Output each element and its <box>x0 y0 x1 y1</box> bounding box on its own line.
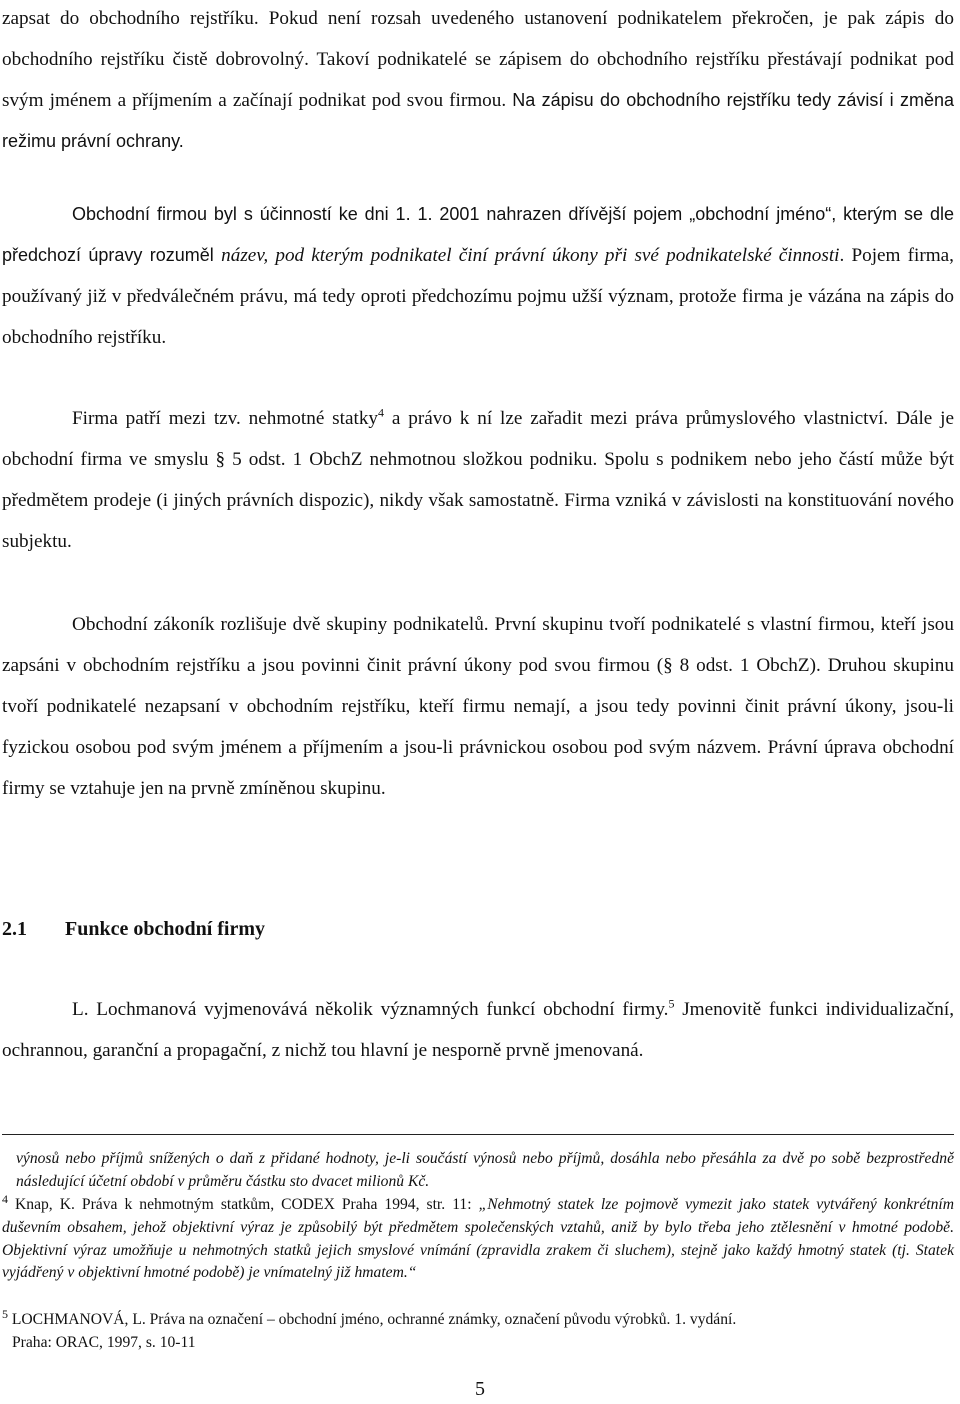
section-number: 2.1 <box>2 918 27 940</box>
footnote-5 <box>2 1306 954 1355</box>
footnote-continuation <box>16 1148 954 1194</box>
paragraph-firma-italic: název, pod kterým podnikatel činí právní úkony při své podnikatelské činnosti <box>221 245 840 266</box>
section-title: Funkce obchodní firmy <box>65 918 266 940</box>
footnote-5-text: LOCHMANOVÁ, L. Práva na označení – obchodní jméno, ochranné známky, označení původu výrobků. 1. vydání. <box>8 1311 737 1328</box>
paragraph-funkce <box>2 989 954 1071</box>
footnote-4-text: Knap, K. Práva k nehmotným statkům, CODEX Praha 1994, str. 11: <box>8 1196 479 1213</box>
section-heading <box>2 918 265 941</box>
paragraph-intro-tail: Na zápisu do obchodního rejstříku tedy závisí i změna režimu právní ochrany. <box>2 90 954 151</box>
footnote-continuation-text: výnosů nebo příjmů snížených o daň z přidané hodnoty, je-li součástí výnosů nebo příjmů, dosáhla nebo přesáhla za dvě po sobě bezprostředně následující účetní období v průměru částku sto dvacet milionů Kč. <box>16 1150 954 1190</box>
footnote-ref-4[interactable]: 4 <box>378 405 385 420</box>
paragraph-firma-text-b: . Pojem firma, používaný již v předválečném právu, má tedy oproti předchozímu pojmu užší význam, protože firma je vázána na zápis do obchodního rejstříku. <box>2 245 954 348</box>
paragraph-firma-text-a: Obchodní firmou byl s účinností ke dni 1. 1. 2001 nahrazen dřívější pojem „obchodní jméno“, kterým se dle předchozí úpravy rozuměl <box>2 204 954 265</box>
paragraph-skupiny-podnikatelu <box>2 604 954 809</box>
page-number: 5 <box>475 1378 485 1400</box>
paragraph-intro <box>2 0 954 162</box>
paragraph-funkce-text-b: Jmenovitě funkci individualizační, ochrannou, garanční a propagační, z nichž tou hlavní je nesporně prvně jmenovaná. <box>2 999 955 1061</box>
footnote-ref-5[interactable]: 5 <box>668 996 675 1011</box>
paragraph-statky-text-a: Firma patří mezi tzv. nehmotné statky <box>72 408 379 429</box>
paragraph-intro-text: zapsat do obchodního rejstříku. Pokud není rozsah uvedeného ustanovení podnikatelem překročen, je pak zápis do obchodního rejstříku čistě dobrovolný. Takoví podnikatelé se zápisem do obchodního rejstříku přestávají podnikat pod svým jménem a příjmením a začínají podnikat pod svou firmou. <box>2 8 954 111</box>
paragraph-skupiny-text: Obchodní zákoník rozlišuje dvě skupiny podnikatelů. První skupinu tvoří podnikatelé s vlastní firmou, kteří jsou zapsáni v obchodním rejstříku a jsou povinni činit právní úkony pod svou firmou (§ 8 odst. 1 ObchZ). Druhou skupinu tvoří podnikatelé nezapsaní v obchodním rejstříku, kteří firmu nemají, a jsou tedy povinni činit právní úkony, jsou-li fyzickou osobou pod svým jménem a příjmením a jsou-li právnickou osobou pod svým názvem. Právní úprava obchodní firmy se vztahuje jen na prvně zmíněnou skupinu. <box>2 614 954 799</box>
footnote-4 <box>2 1191 954 1285</box>
footnote-4-quote: „Nehmotný statek lze pojmově vymezit jako statek vytvářený konkrétním duševním obsahem, jehož objektivní výraz je způsobilý být předmětem společenských vztahů, aniž by bylo třeba jeho ztělesnění v hmotné podobě. Objektivní výraz umožňuje u nehmotných statků jejich smyslové vnímání (zpravidla zrakem či sluchem), stejně jako každý hmotný statek (tj. Statek vyjádřený v objektivní hmotné podobě) je vnímatelný již hmatem.“ <box>2 1196 954 1282</box>
paragraph-nehmotne-statky <box>2 398 954 562</box>
footnote-4-mark: 4 <box>2 1191 8 1206</box>
footnote-5-mark: 5 <box>2 1306 8 1321</box>
paragraph-funkce-text-a: L. Lochmanová vyjmenovává několik významných funkcí obchodní firmy. <box>72 999 669 1020</box>
paragraph-obchodni-firma <box>2 194 954 358</box>
footnote-5-publisher: Praha: ORAC, 1997, s. 10-11 <box>12 1333 196 1351</box>
paragraph-statky-text-b: a právo k ní lze zařadit mezi práva průmyslového vlastnictví. Dále je obchodní firma ve smyslu § 5 odst. 1 ObchZ nehmotnou složkou podniku. Spolu s podnikem nebo jeho částí může být předmětem prodeje (i jiných právních dispozic), nikdy však samostatně. Firma vzniká v závislosti na konstituování nového subjektu. <box>2 408 954 552</box>
footnote-separator <box>2 1134 954 1135</box>
